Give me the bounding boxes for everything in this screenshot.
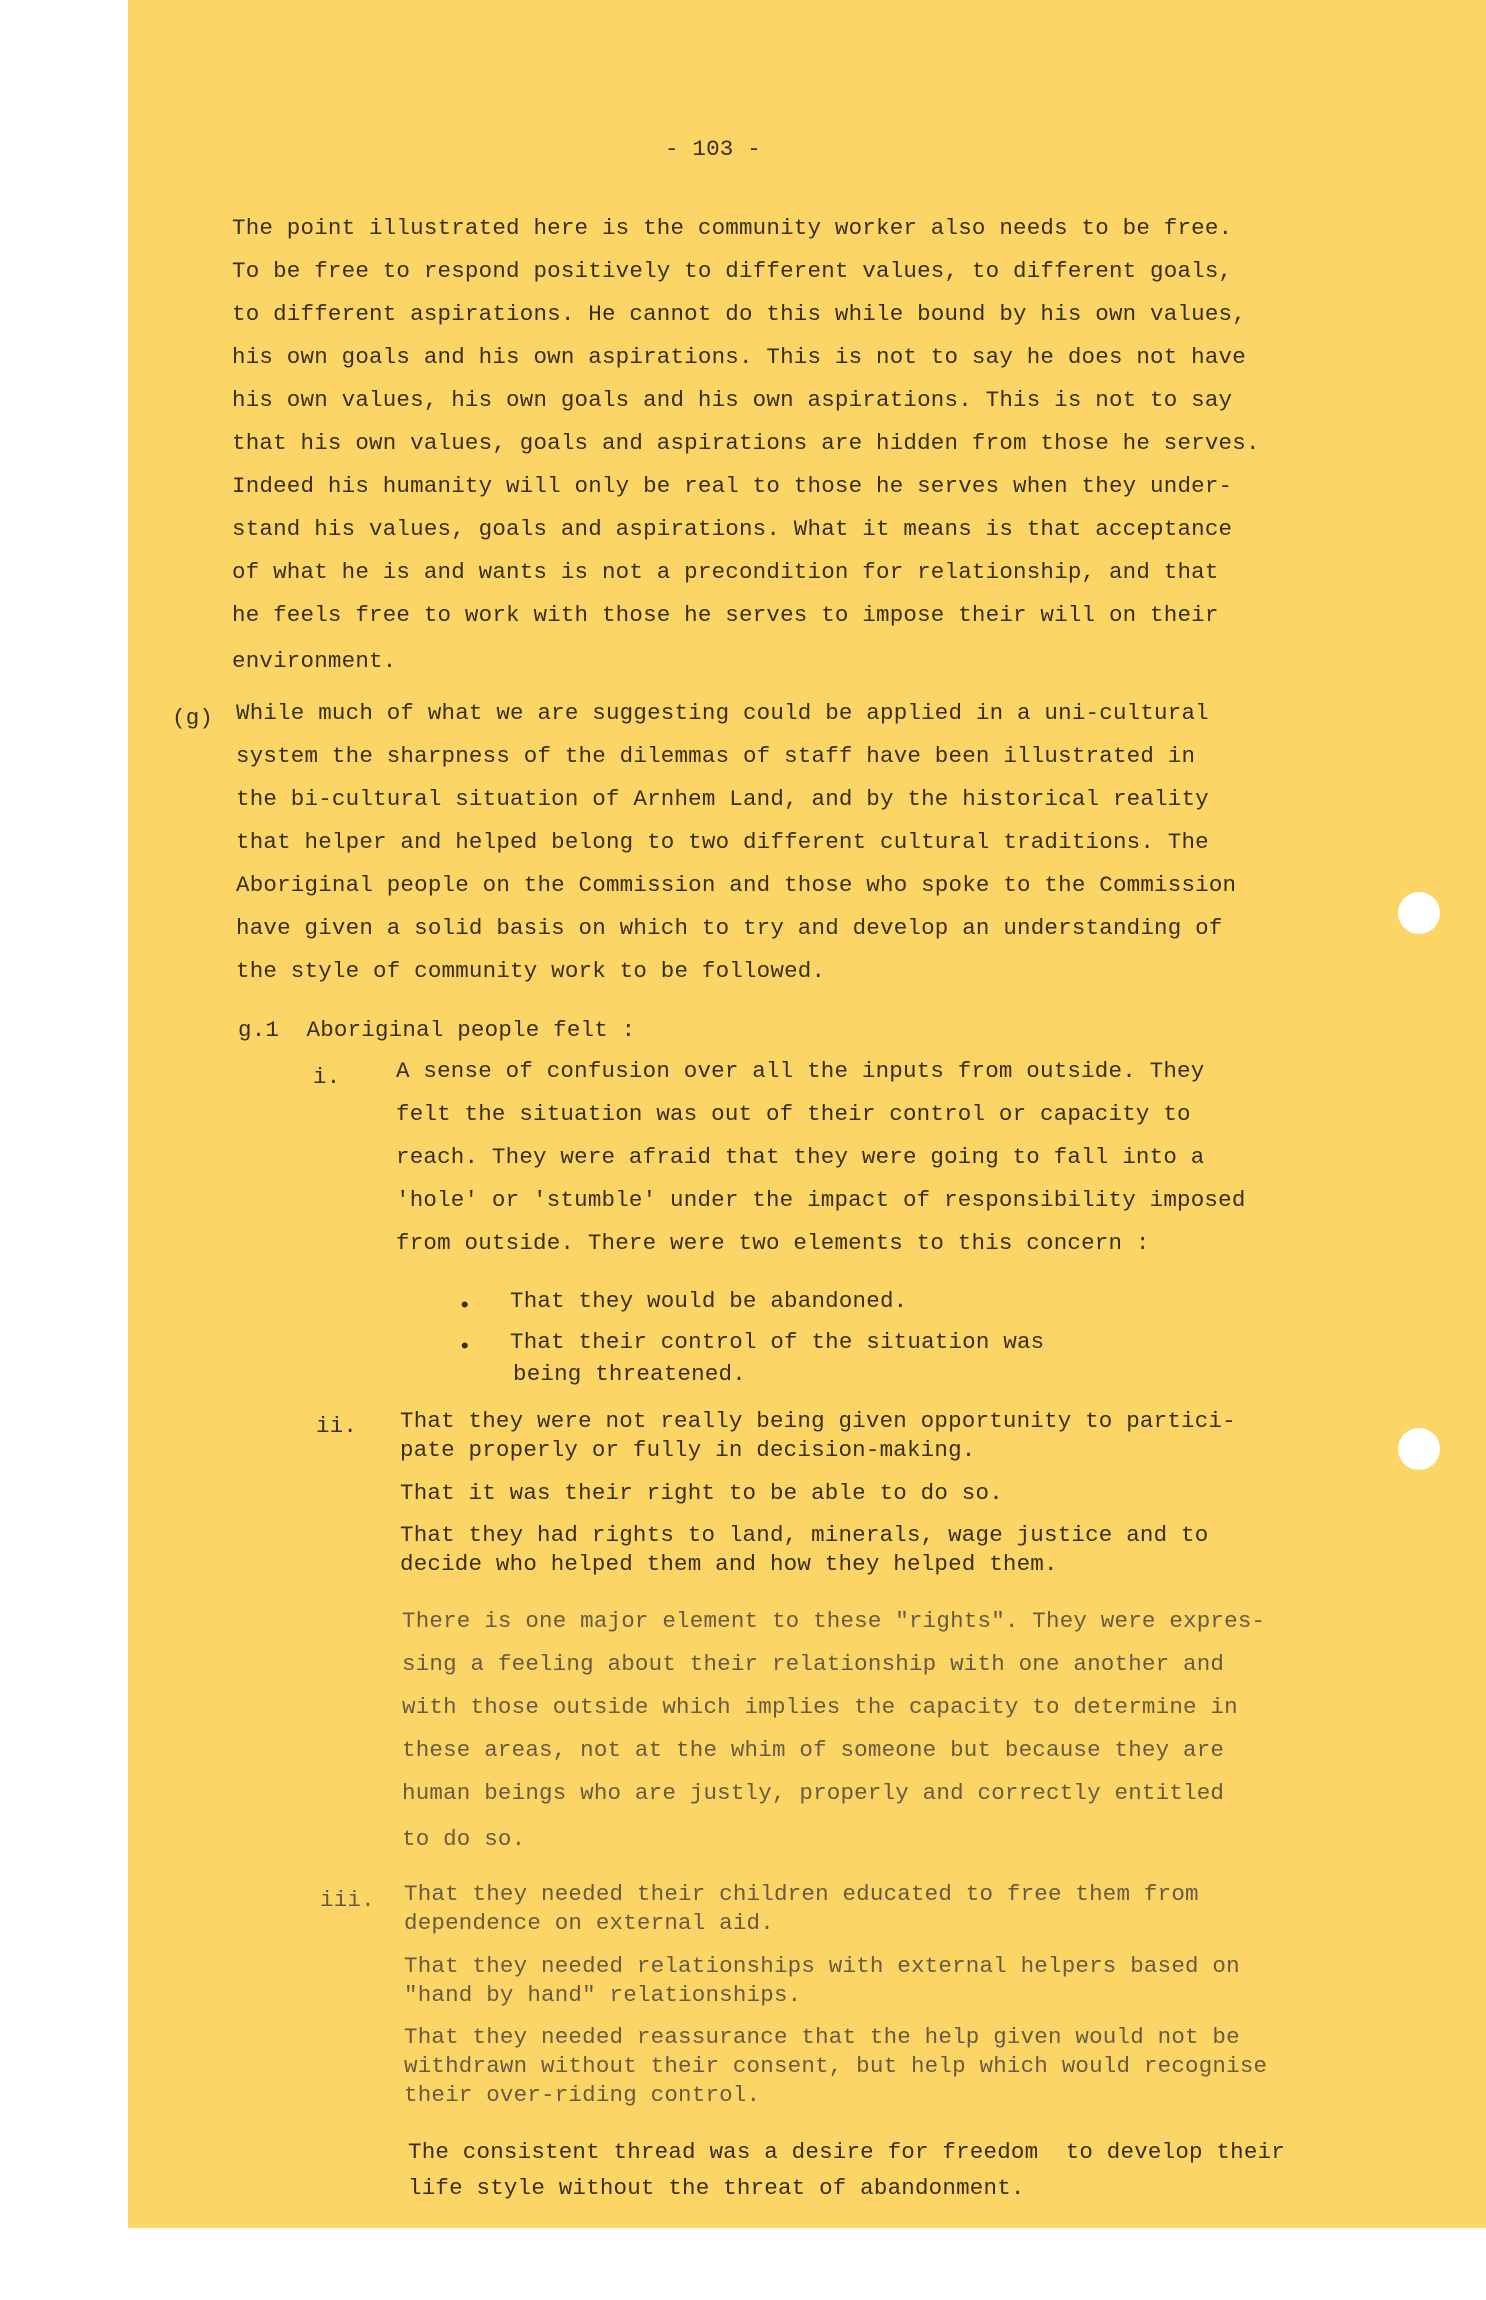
- item-i-marker: i.: [313, 1064, 341, 1090]
- item-i-line: felt the situation was out of their control or capacity to: [396, 1101, 1191, 1127]
- punch-hole-lower: [1398, 1428, 1440, 1470]
- para1-line: of what he is and wants is not a precondition for relationship, and that: [232, 559, 1219, 585]
- item-ii-line: with those outside which implies the capacity to determine in: [402, 1694, 1238, 1720]
- punch-hole-upper: [1398, 892, 1440, 934]
- item-iii-line: "hand by hand" relationships.: [404, 1982, 802, 2008]
- item-ii-line: these areas, not at the whim of someone but because they are: [402, 1737, 1225, 1763]
- bullet-dot: •: [458, 1293, 472, 1319]
- section-g-line: that helper and helped belong to two different cultural traditions. The: [236, 829, 1209, 855]
- section-g-marker: (g): [172, 705, 214, 731]
- item-i-line: reach. They were afraid that they were going to fall into a: [396, 1144, 1205, 1170]
- item-i-line: 'hole' or 'stumble' under the impact of responsibility imposed: [396, 1187, 1246, 1213]
- item-ii-line: pate properly or fully in decision-making.: [400, 1437, 976, 1463]
- section-g-line: the bi-cultural situation of Arnhem Land, and by the historical reality: [236, 786, 1209, 812]
- section-g-line: the style of community work to be followed.: [236, 958, 826, 984]
- item-i-line: A sense of confusion over all the inputs from outside. They: [396, 1058, 1205, 1084]
- item-ii-marker: ii.: [316, 1413, 358, 1439]
- item-iii-line: withdrawn without their consent, but help which would recognise: [404, 2053, 1268, 2079]
- para1-line: The point illustrated here is the community worker also needs to be free.: [232, 215, 1233, 241]
- page-number: - 103 -: [665, 136, 761, 162]
- item-ii-line: There is one major element to these "rights". They were expres-: [402, 1608, 1266, 1634]
- item-ii-line: That they were not really being given opportunity to partici-: [400, 1408, 1236, 1434]
- item-ii-line: decide who helped them and how they helped them.: [400, 1551, 1058, 1577]
- para1-line: he feels free to work with those he serves to impose their will on their: [232, 602, 1219, 628]
- para1-line: his own values, his own goals and his own aspirations. This is not to say: [232, 387, 1233, 413]
- item-ii-line: sing a feeling about their relationship with one another and: [402, 1651, 1225, 1677]
- bullet-dot: •: [458, 1334, 472, 1360]
- item-iii-marker: iii.: [320, 1887, 375, 1913]
- item-iii-line: life style without the threat of abandonment.: [408, 2175, 1025, 2201]
- para1-line: environment.: [232, 648, 397, 674]
- para1-line: that his own values, goals and aspirations are hidden from those he serves.: [232, 430, 1260, 456]
- para1-line: his own goals and his own aspirations. This is not to say he does not have: [232, 344, 1246, 370]
- item-iii-line: dependence on external aid.: [404, 1910, 774, 1936]
- section-g-line: While much of what we are suggesting could be applied in a uni-cultural: [236, 700, 1209, 726]
- para1-line: To be free to respond positively to different values, to different goals,: [232, 258, 1233, 284]
- item-ii-line: That it was their right to be able to do so.: [400, 1480, 1003, 1506]
- item-iii-line: their over-riding control.: [404, 2082, 761, 2108]
- section-g-line: have given a solid basis on which to try and develop an understanding of: [236, 915, 1223, 941]
- para1-line: Indeed his humanity will only be real to those he serves when they under-: [232, 473, 1233, 499]
- item-i-line: from outside. There were two elements to this concern :: [396, 1230, 1150, 1256]
- section-g-line: system the sharpness of the dilemmas of staff have been illustrated in: [236, 743, 1196, 769]
- item-ii-line: to do so.: [402, 1826, 526, 1852]
- para1-line: stand his values, goals and aspirations. What it means is that acceptance: [232, 516, 1233, 542]
- item-iii-line: That they needed their children educated to free them from: [404, 1881, 1199, 1907]
- item-iii-line: That they needed reassurance that the help given would not be: [404, 2024, 1240, 2050]
- bullet-text: being threatened.: [513, 1361, 746, 1387]
- bullet-text: That their control of the situation was: [510, 1329, 1045, 1355]
- g1-heading: g.1 Aboriginal people felt :: [238, 1017, 636, 1043]
- item-iii-line: The consistent thread was a desire for freedom to develop their: [408, 2139, 1285, 2165]
- bullet-text: That they would be abandoned.: [510, 1288, 908, 1314]
- item-iii-line: That they needed relationships with external helpers based on: [404, 1953, 1240, 1979]
- section-g-line: Aboriginal people on the Commission and those who spoke to the Commission: [236, 872, 1237, 898]
- para1-line: to different aspirations. He cannot do this while bound by his own values,: [232, 301, 1246, 327]
- item-ii-line: human beings who are justly, properly and correctly entitled: [402, 1780, 1225, 1806]
- item-ii-line: That they had rights to land, minerals, wage justice and to: [400, 1522, 1209, 1548]
